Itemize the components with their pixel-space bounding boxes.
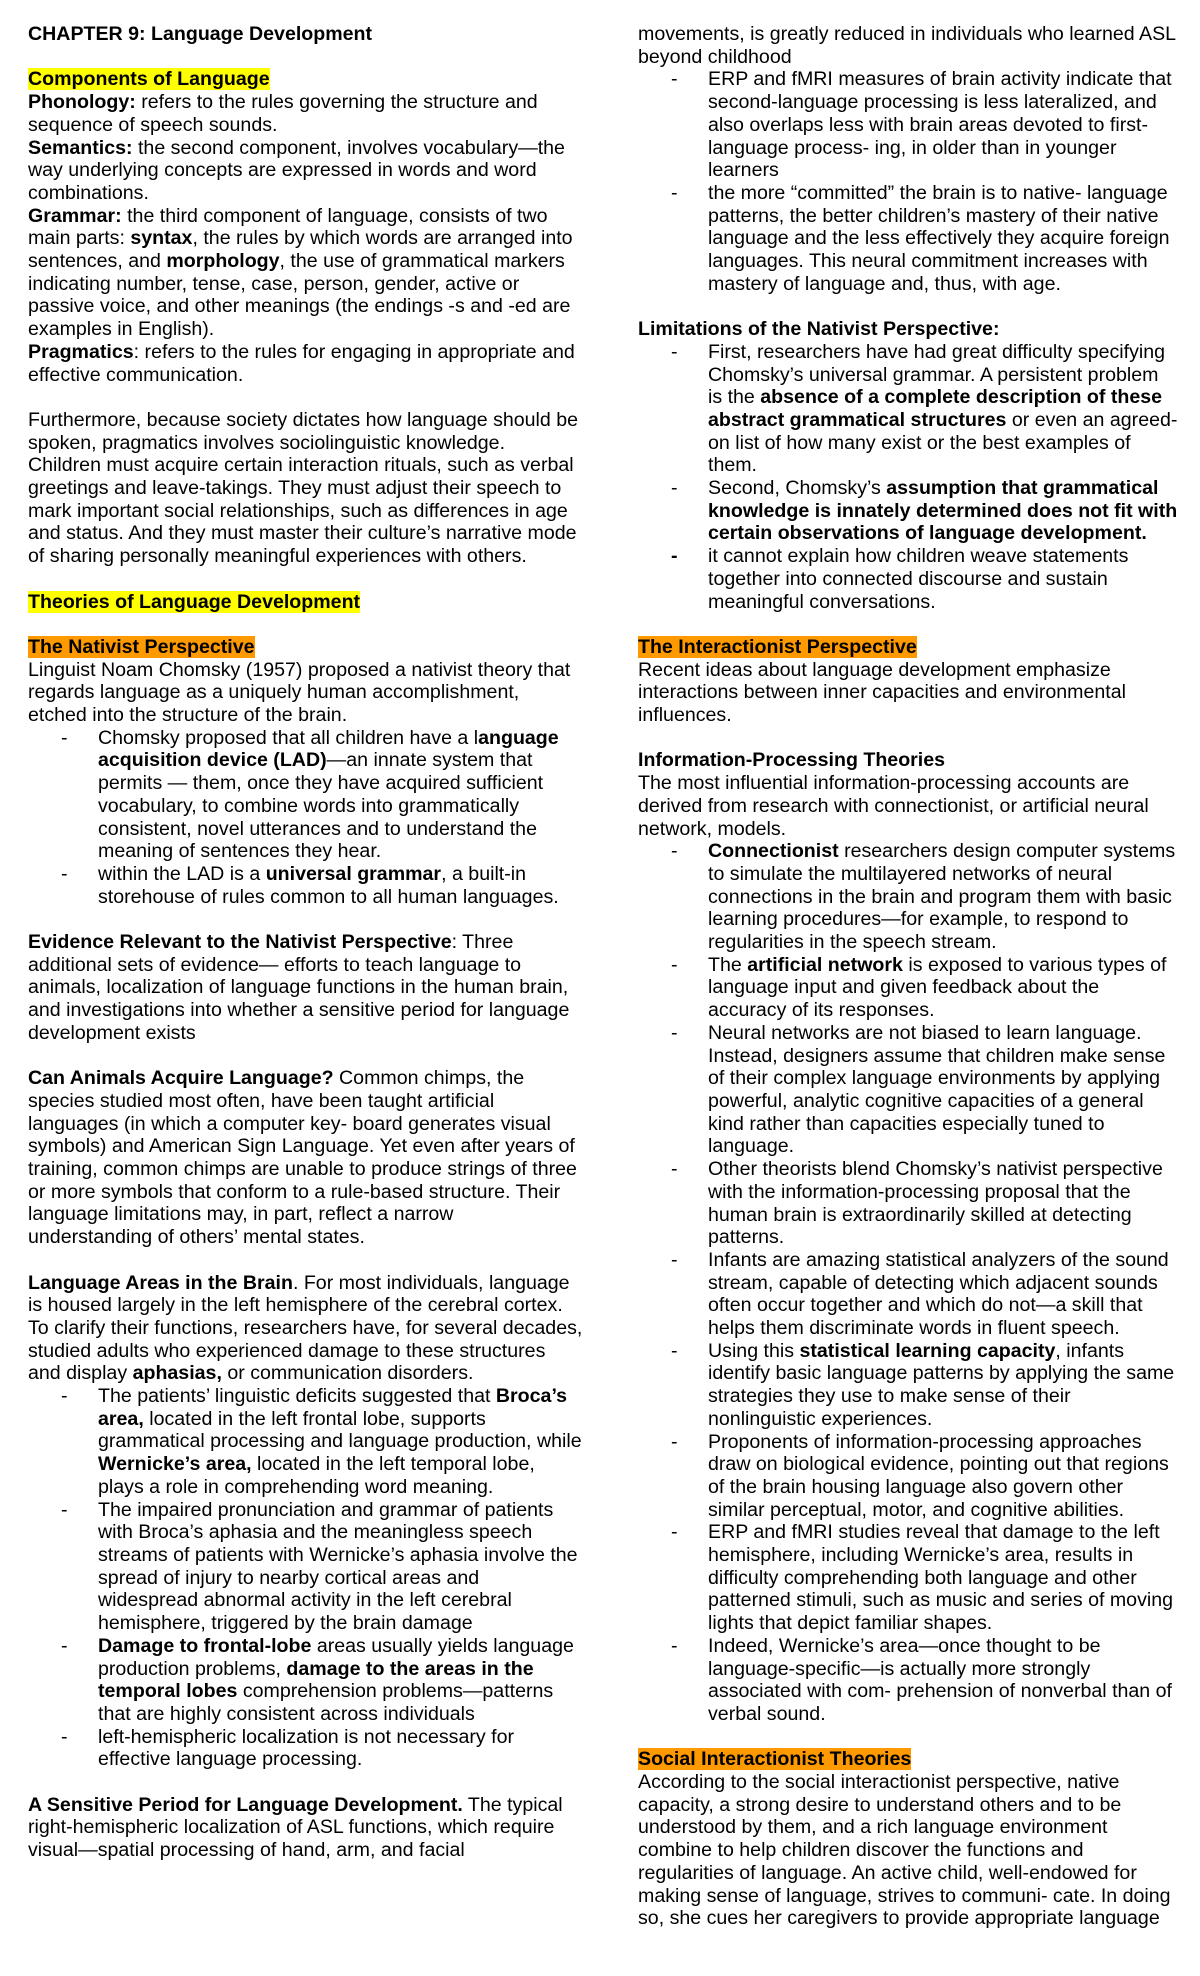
social-interactionist-paragraph: According to the social interactionist perspective, native capacity, a strong desire to understand others and to be understood by them, and a rich language environment combine to help children discover the functions and regularities of language. An active child, well-endowed for making sense of language, strives to communi- cate. In doing so, she cues her caregivers to provide appropriate language [638, 1771, 1171, 1930]
list-item: - Other theorists blend Chomsky’s nativist perspective with the information-processing proposal that the human brain is extraordinarily skilled at detecting patterns. [638, 1158, 1178, 1249]
temporal-lobe-term: damage to the areas in the temporal lobes [98, 1657, 534, 1703]
list-item [638, 954, 1178, 1022]
left-column [28, 23, 583, 1862]
social-interactionist-heading: Social Interactionist Theories [638, 1748, 912, 1771]
right-column [638, 23, 1178, 1930]
list-item-text: located in the left temporal lobe, plays a role in comprehending word meaning. [98, 1453, 535, 1498]
grammar-term: Grammar: [28, 204, 122, 227]
list-item-text: within the LAD is a [98, 862, 266, 885]
list-item [638, 1340, 1178, 1431]
pragmatics-paragraph [28, 341, 583, 386]
animals-paragraph [28, 1067, 583, 1249]
list-item-text: Second, Chomsky’s [708, 477, 887, 500]
evidence-heading: Evidence Relevant to the Nativist Perspective [28, 931, 452, 954]
sensitive-list [638, 68, 1178, 295]
nativist-intro: Linguist Noam Chomsky (1957) proposed a nativist theory that regards language as a uniquely human accomplishment, etched into the structure of the brain. [28, 658, 571, 727]
list-item [28, 863, 583, 908]
lad-term: anguage acquisition device (LAD) [98, 726, 559, 772]
morphology-term: morphology [166, 250, 280, 273]
list-item-text: The patients’ linguistic deficits suggested that [98, 1385, 496, 1408]
semantics-text: the second component, involves vocabulary—the way underlying concepts are expressed in words and word combinations. [28, 136, 565, 204]
grammar-paragraph [28, 205, 583, 341]
list-item: - ERP and fMRI measures of brain activity indicate that second-language processing is less lateralized, and also overlaps less with brain areas devoted to first-language process- ing, in older than in younger learners [638, 68, 1178, 182]
list-item-text: areas usually yields language production problems, [98, 1634, 574, 1680]
list-item [28, 1385, 583, 1499]
pragmatics-term: Pragmatics [28, 340, 134, 363]
brain-heading: Language Areas in the Brain [28, 1271, 293, 1294]
connectionist-term: Connectionist [708, 840, 839, 863]
list-item: - The impaired pronunciation and grammar of patients with Broca’s aphasia and the meaningless speech streams of patients with Wernicke’s aphasia involve the spread of injury to nearby cortical areas and widespread abnormal activity in the left cerebral hemisphere, triggered by the brain damage [28, 1499, 583, 1635]
brain-text: . For most individuals, language is housed largely in the left hemisphere of the cerebral cortex. To clarify their functions, researchers have, for several decades, studied adults who experienced damage to these structures and display [28, 1271, 583, 1385]
list-item: - it cannot explain how children weave statements together into connected discourse and sustain meaningful conversations. [638, 545, 1178, 613]
components-heading: Components of Language [28, 68, 270, 91]
brain-list [28, 1385, 583, 1771]
interactionist-intro: Recent ideas about language development emphasize interactions between inner capacities and environmental influences. [638, 658, 1126, 727]
continuation-paragraph: movements, is greatly reduced in individuals who learned ASL beyond childhood [638, 23, 1176, 68]
animals-heading: Can Animals Acquire Language? [28, 1067, 334, 1090]
semantics-paragraph [28, 137, 583, 205]
evidence-paragraph [28, 931, 583, 1045]
list-item-text: is exposed to various types of language input and given feedback about the accuracy of its responses. [708, 953, 1167, 1022]
brain-text: or communication disorders. [221, 1362, 474, 1385]
list-item-text: researchers design computer systems to simulate the multilayered networks of neural connections in the brain and program them with basic learning procedures—for example, to respond to regularities in the speech stream. [708, 840, 1176, 954]
list-item: - Indeed, Wernicke’s area—once thought to be language-specific—is actually more strongly associated with com- prehension of nonverbal than of verbal sound. [638, 1635, 1178, 1726]
info-processing-intro: The most influential information-processing accounts are derived from research with connectionist, or artificial neural network, models. [638, 772, 1149, 840]
info-processing-heading: Information-Processing Theories [638, 749, 946, 772]
grammar-text: , the rules by which words are arranged into sentences, and [28, 227, 573, 273]
phonology-paragraph [28, 91, 583, 136]
phonology-text: refers to the rules governing the structure and sequence of speech sounds. [28, 91, 538, 136]
nativist-heading: The Nativist Perspective [28, 635, 255, 658]
semantics-term: Semantics: [28, 136, 133, 159]
sensitive-heading: A Sensitive Period for Language Development. [28, 1793, 463, 1816]
aphasias-term: aphasias, [132, 1362, 222, 1385]
list-item [638, 341, 1178, 477]
animals-text: Common chimps, the species studied most often, have been taught artificial languages (in which a computer key- board generates visual symbols) and American Sign Language. Yet even after years of training, common chimps are unable to produce strings of three or more symbols that conform to a rule-based structure. Their language limitations may, in part, reflect a narrow understanding of others’ mental states. [28, 1067, 577, 1249]
list-item-text: , infants identify basic language patterns by applying the same strategies they use to make sense of their nonlinguistic experiences. [708, 1339, 1175, 1430]
list-item-text: Using this [708, 1339, 800, 1362]
furthermore-paragraph: Furthermore, because society dictates how language should be spoken, pragmatics involves sociolinguistic knowledge. Children must acquire certain interaction rituals, such as verbal greetings and leave-takings. They must adjust their speech to mark important social relationships, such as differences in age and status. And they must master their culture’s narrative mode of sharing personally meaningful experiences with others. [28, 408, 579, 568]
list-item-text: located in the left frontal lobe, supports grammatical processing and language production, while [98, 1407, 582, 1453]
list-item [28, 1635, 583, 1726]
wernicke-term: Wernicke’s area, [98, 1453, 252, 1476]
artificial-network-term: artificial network [747, 953, 903, 976]
phonology-term: Phonology: [28, 91, 136, 114]
list-item: - Proponents of information-processing approaches draw on biological evidence, pointing out that regions of the brain housing language also govern other similar perceptual, motor, and cognitive abilities. [638, 1431, 1178, 1522]
interactionist-heading: The Interactionist Perspective [638, 635, 917, 658]
limitations-list [638, 341, 1178, 613]
sensitive-text: The typical right-hemispheric localization of ASL functions, which require visual—spatial processing of hand, arm, and facial [28, 1793, 563, 1862]
syntax-term: syntax [130, 227, 193, 250]
list-item-text: —an innate system that permits — them, once they have acquired sufficient vocabulary, to combine words into grammatically consistent, novel utterances and to understand the meaning of sentences they hear. [98, 749, 544, 863]
list-item-text: comprehension problems—patterns that are highly consistent across individuals [98, 1680, 554, 1725]
list-item: - the more “committed” the brain is to native- language patterns, the better children’s mastery of their native language and the less effectively they acquire foreign languages. This neural commitment increases with mastery of language and, thus, with age. [638, 182, 1178, 296]
list-item: - left-hemispheric localization is not necessary for effective language processing. [28, 1726, 583, 1771]
list-item-text: Chomsky proposed that all children have a l [98, 726, 479, 749]
evidence-text: : Three additional sets of evidence— efforts to teach language to animals, localization of language functions in the human brain, and investigations into whether a sensitive period for language development exists [28, 931, 570, 1044]
nativist-list [28, 727, 583, 909]
list-item-text: or even an agreed-on list of how many exist or the best examples of them. [708, 408, 1178, 477]
limitations-heading: Limitations of the Nativist Perspective: [638, 318, 1000, 341]
info-processing-list [638, 840, 1178, 1725]
brain-paragraph [28, 1272, 583, 1386]
statistical-learning-term: statistical learning capacity [799, 1339, 1056, 1362]
list-item-bold: absence of a complete description of these abstract grammatical structures [708, 386, 1163, 431]
grammar-text: , the use of grammatical markers indicating number, tense, case, person, gender, active or passive voice, and other meanings (the endings -s and -ed are examples in English). [28, 250, 571, 341]
frontal-lobe-term: Damage to frontal-lobe [98, 1634, 312, 1657]
list-item-text: First, researchers have had great difficulty specifying Chomsky’s universal grammar. A persistent problem is the [708, 340, 1166, 409]
sensitive-paragraph [28, 1794, 583, 1862]
list-item-bold: assumption that grammatical knowledge is innately determined does not fit with certain observations of language development. [708, 477, 1178, 545]
list-item [28, 727, 583, 863]
list-item [638, 477, 1178, 545]
list-item: - ERP and fMRI studies reveal that damage to the left hemisphere, including Wernicke’s area, results in difficulty comprehending both language and other patterned stimuli, such as music and series of moving lights that depict familiar shapes. [638, 1521, 1178, 1635]
list-item [638, 840, 1178, 954]
list-item-text: , a built-in storehouse of rules common to all human languages. [98, 862, 559, 908]
list-item-text: The [708, 953, 748, 976]
theories-heading: Theories of Language Development [28, 590, 361, 613]
chapter-title: CHAPTER 9: Language Development [28, 23, 373, 45]
list-item: - Infants are amazing statistical analyzers of the sound stream, capable of detecting which adjacent sounds often occur together and which do not—a skill that helps them discriminate words in fluent speech. [638, 1249, 1178, 1340]
grammar-text: the third component of language, consists of two main parts: [28, 204, 548, 250]
list-item: - Neural networks are not biased to learn language. Instead, designers assume that children make sense of their complex language environments by applying powerful, analytic cognitive capacities of a general kind rather than capacities especially tuned to language. [638, 1022, 1178, 1158]
broca-term: Broca’s area, [98, 1385, 568, 1430]
universal-grammar-term: universal grammar [265, 862, 442, 885]
pragmatics-text: : refers to the rules for engaging in appropriate and effective communication. [28, 340, 575, 386]
